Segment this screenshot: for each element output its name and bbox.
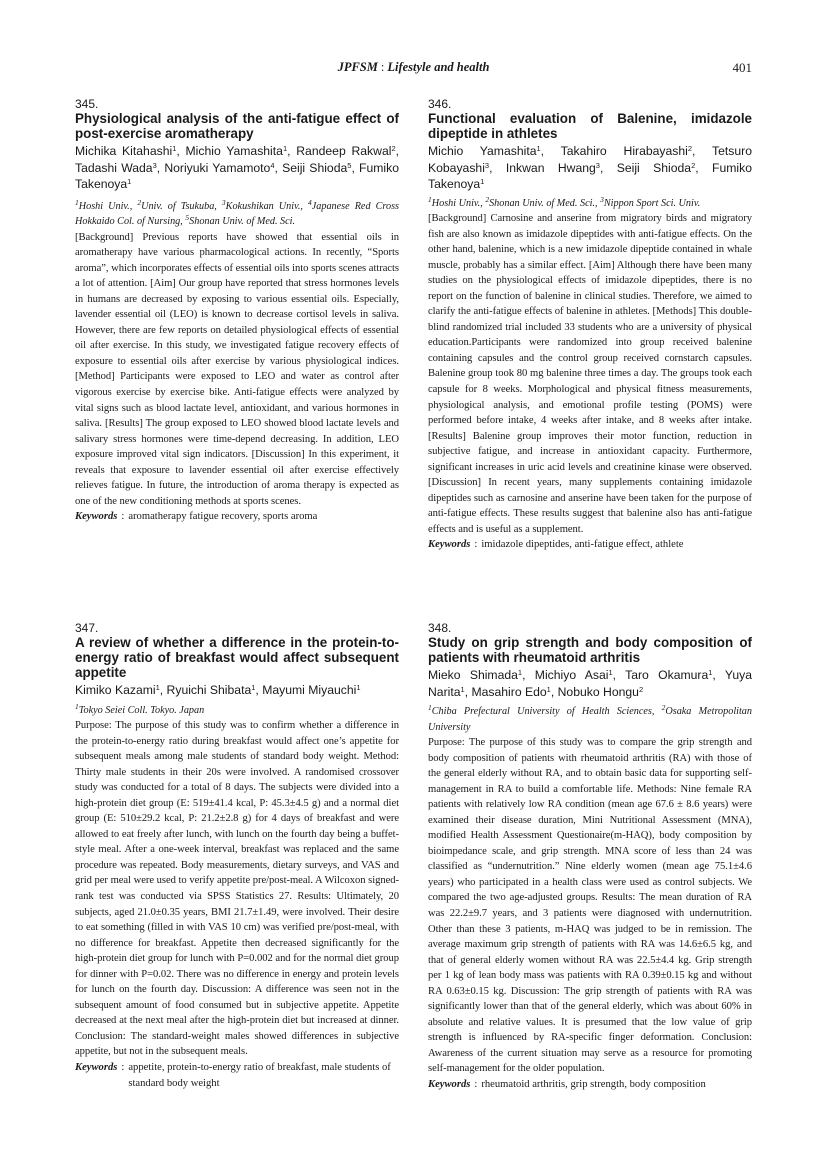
author-name: Michika Kitahashi <box>75 144 173 158</box>
keywords-label: Keywords <box>428 539 471 551</box>
affiliation-marker: 1 <box>428 703 432 712</box>
author-affiliation-marker: 1 <box>356 683 361 692</box>
author-affiliation-marker: 3 <box>484 160 490 170</box>
affiliations <box>428 196 752 212</box>
author-affiliation-marker: 1 <box>127 177 132 186</box>
abstract-347 <box>75 621 399 1091</box>
abstract-title: Physiological analysis of the anti-fatigue effect of post-exercise aromatherapy <box>75 111 399 141</box>
keywords-colon: : <box>121 1062 125 1074</box>
author-name: Nobuko Hongu <box>557 684 639 699</box>
abstract-body: [Background] Previous reports have showed that essential oils in aromatherapy have various pharmacological actions. In recently, “Sports aroma”, which incorporates effects of essential oils into sports scenes attracts a lot of attention. [Aim] Our group have reported that stress hormones levels in humans are decreased by exposing to various essential oils. Especially, lavender essential oil (LEO) is known to decrease cortisol levels in saliva. However, there are few reports on detailed physiological effects of essential oil after exercise. In this study, we investigated fatigue recovery effects of exposure to essential oils after exercise by various physiological indices. [Method] Participants were exposed to LEO and water as control after vigorous exercise by exercise bike. Anti-fatigue effects were analyzed by vital signs such as blood lactate level, antioxidant, and various hormones in saliva. [Results] The group exposed to LEO showed blood lactate levels and salivary stress hormones were time-depend decreasing. In addition, LEO exposure improved vital sign indicators. [Discussion] In this experiment, it reveals that exposure to lavender essential oil after exercise effectively relieves fatigue. In future, the introduction of aroma therapy is expected as one of the new conditioning methods at sports scenes. <box>75 231 399 507</box>
page-header <box>0 60 827 80</box>
affiliation-name: Univ. of Tsukuba, <box>141 200 222 212</box>
running-head <box>0 60 827 75</box>
author-name: Yuya Narita <box>428 668 753 699</box>
author-name: Kimiko Kazami <box>75 683 156 697</box>
affiliations <box>75 703 399 719</box>
affiliation-marker: 1 <box>75 701 79 711</box>
affiliation-marker: 2 <box>485 194 490 204</box>
keywords-text: imidazole dipeptides, anti-fatigue effect, athlete <box>481 539 684 551</box>
affiliation-name: Japanese Red Cross Hokkaido Col. of Nursing, <box>75 200 399 227</box>
author-affiliation-marker: 1 <box>282 144 288 153</box>
section-name: Lifestyle and health <box>387 60 490 74</box>
abstract-body: Purpose: The purpose of this study was to confirm whether a difference in the protein-to-energy ratio during breakfast would affect one’s appetite for subsequent meals among male students of standard body weight. Method: Thirty male students in their 20s were involved. A randomised crossover study was conducted for a total of 8 days. The subjects were divided into a high-protein diet group (E: 519±41.4 kcal, P: 45.3±4.5 g) and a normal diet group (E: 510±29.2 kcal, P: 21.2±2.8 g) for 4 days of breakfast and were allowed to eat freely after lunch, with lunch on the fourth day being a buffet-style meal. After a one-week interval, breakfast was replaced and the same procedure was repeated. Body measurements, dietary surveys, and VAS and grid per meal were used to verify appetite pre/post-meal. A Wilcoxon signed-rank test was conducted via SPSS Statistics 27. Results: Ultimately, 20 subjects, aged 21.0±0.35 years, BMI 21.7±1.49, were involved. Their desire to eat something (filled in with VAS 10 cm) was verified pre/post-meal, with no difference for breakfast. Appetite then decreased significantly for the high-protein diet group for lunch with P=0.002 and for the normal diet group for dinner with P=0.02. There was no difference in energy and protein levels for lunch on the fourth day. Discussion: A difference was seen not in the subsequent amount of food consumed but in subjective appetite. Appetite decreased at the next meal after the high-protein diet but increased at dinner. Conclusion: The standard-weight males showed differences in subjective appetite, but not in the subsequent meals. <box>75 720 399 1058</box>
author-list: Mieko Shimada$^1$, Michiyo Asai$^1$, Taro Okamura$^1$, Yuya Narita$^1$, Masahiro Edo$^1$, Nobuko Hongu$^2$ <box>428 668 753 699</box>
author-name: Mayumi Miyauchi <box>262 683 357 697</box>
keywords-text: appetite, protein-to-energy ratio of breakfast, male students of standard body weight <box>128 1062 391 1089</box>
author-affiliation-marker: 5 <box>347 160 352 170</box>
author-affiliation-marker: 4 <box>270 160 275 170</box>
author-affiliation-marker: 1 <box>517 668 523 677</box>
affiliation-name: Chiba Prefectural University of Health Sciences, <box>431 706 662 717</box>
author-affiliation-marker: 1 <box>608 668 613 677</box>
author-name: Seiji Shioda <box>282 160 348 175</box>
keywords-colon: : <box>121 511 125 523</box>
keywords-label: Keywords <box>75 511 118 523</box>
keywords-text: rheumatoid arthritis, grip strength, body composition <box>481 1079 706 1091</box>
affiliation-name: Shonan Univ. of Med. Sci., <box>489 197 601 209</box>
abstract-number: 347. <box>75 621 99 635</box>
author-affiliation-marker: 2 <box>691 160 696 170</box>
keywords-text: aromatherapy fatigue recovery, sports aroma <box>128 511 318 523</box>
affiliation-name: Osaka Metropolitan University <box>428 706 752 733</box>
author-name: Mieko Shimada <box>428 668 518 682</box>
author-affiliation-marker: 1 <box>155 683 160 692</box>
author-affiliation-marker: 1 <box>251 683 256 692</box>
author-name: Fumiko Takenoya <box>428 160 752 191</box>
abstract-348 <box>428 621 752 1093</box>
abstract-346 <box>428 97 752 553</box>
author-affiliation-marker: 1 <box>172 144 177 153</box>
author-affiliation-marker: 1 <box>708 668 713 677</box>
author-affiliation-marker: 2 <box>687 144 693 153</box>
author-name: Seiji Shioda <box>616 160 692 175</box>
author-name: Tetsuro Kobayashi <box>428 144 752 175</box>
keywords-line <box>428 1077 752 1093</box>
author-affiliation-marker: 2 <box>391 144 396 153</box>
abstract-title: A review of whether a difference in the protein-to-energy ratio of breakfast would affect subsequent appetite <box>75 635 399 680</box>
affiliation-name: Tokyo Seiei Coll. Tokyo. Japan <box>78 704 205 716</box>
affiliation-name: Kokushikan Univ., <box>225 200 308 212</box>
author-name: Masahiro Edo <box>471 684 547 699</box>
author-affiliation-marker: 1 <box>460 684 465 694</box>
author-name: Randeep Rakwal <box>296 144 392 158</box>
abstract-title: Study on grip strength and body composition of patients with rheumatoid arthritis <box>428 635 752 665</box>
affiliation-name: Hoshi Univ., <box>431 197 486 209</box>
keywords-label: Keywords <box>75 1062 118 1074</box>
author-name: Michiyo Asai <box>534 668 609 682</box>
abstract-body: [Background] Carnosine and anserine from migratory birds and migratory fish are also known as imidazole dipeptides with anti-fatigue effects. On the other hand, balenine, which is a new imidazole dipeptide contained in whale muscle, probably has a similar effect. [Aim] Although there have been many studies on the physiological effects of imidazole dipeptides, there is no report on the function of balenine in clinical studies. Therefore, we aimed to clarify the anti-fatigue effects of balenine in athletes. [Methods] This double-blind randomized trial included 33 students who are a university of physical education.Participants were randomized into group received balenine containing capsules and the control group received cornstarch capsules. Balenine group took 80 mg balenine three times a day. The groups took each capsule for 8 weeks. Morphological and physical fitness measurements, physiological analysis, and emotional profile testing (POMS) were performed before intake, 4 weeks after intake, and 8 weeks after intake. [Results] Balenine group improves their motor function, reduction in subjective fatigue, and increase in antioxidant capacity. Furthermore, significant increases in uric acid levels and creatinine kinase were observed. [Discussion] In recent years, many supplements containing imidazole dipeptides such as carnosine and anserine have been taken for the purpose of anti-fatigue effects. These results suggest that balenine also has anti-fatigue effects and is useful as a supplement. <box>428 213 752 535</box>
author-affiliation-marker: 2 <box>638 684 644 694</box>
affiliation-marker: 1 <box>428 194 432 204</box>
page-number: 401 <box>732 60 752 75</box>
abstract-title: Functional evaluation of Balenine, imidazole dipeptide in athletes <box>428 111 752 141</box>
affiliation-marker: 3 <box>221 197 226 207</box>
author-name: Inkwan Hwang <box>505 160 596 175</box>
author-name: Taro Okamura <box>625 668 709 682</box>
author-name: Ryuichi Shibata <box>166 683 252 697</box>
abstract-number: 346. <box>428 97 452 111</box>
affiliation-marker: 3 <box>600 194 604 204</box>
affiliation-marker: 2 <box>661 703 666 712</box>
keywords-line <box>75 1060 399 1091</box>
affiliation-marker: 5 <box>185 213 190 222</box>
affiliation-marker: 1 <box>75 197 79 207</box>
author-list: Kimiko Kazami$^1$, Ryuichi Shibata$^1$, Mayumi Miyauchi$^1$ <box>75 683 361 697</box>
affiliation-name: Shonan Univ. of Med. Sci. <box>189 216 296 227</box>
keywords-line <box>75 509 399 525</box>
author-affiliation-marker: 1 <box>536 144 541 153</box>
running-head-separator: : <box>380 60 385 74</box>
affiliation-marker: 2 <box>137 197 142 207</box>
author-list: Michio Yamashita$^1$, Takahiro Hirabayashi$^2$, Tetsuro Kobayashi$^3$, Inkwan Hwang$^3$, Seiji Shioda$^2$, Fumiko Takenoya$^1$ <box>428 144 752 191</box>
author-affiliation-marker: 3 <box>595 160 600 170</box>
keywords-line <box>428 537 752 553</box>
author-affiliation-marker: 1 <box>480 177 485 186</box>
keywords-colon: : <box>474 1079 478 1091</box>
author-name: Fumiko Takenoya <box>75 160 399 191</box>
abstract-body: Purpose: The purpose of this study was to compare the grip strength and body composition of patients with rheumatoid arthritis (RA) with those of the general elderly without RA, and to obtain basic data for supporting self-management in RA to build a comfortable life. Methods: Nine female RA patients with relatively low RA condition (mean age 67.6 ± 8.6 years) were examined their disease duration, Mini Nutritional Assessment (MNA), modified Health Assessment Questionaire(m-HAQ), body composition by bioimpedance scale, and grip strength. MNA score of less than 24 was classified as “undernutrition.” Nine elderly women (mean age 75.1±4.6 years) who participated in a health class were used as control subjects. We compared the two age-adjusted groups. Results: The mean duration of RA was 22.2±9.7 years, and 3 patients were diagnosed with undernutrition. Other than these 3 patients, m-HAQ was judged to be in remission. The average maximum grip strength of patients with RA was 14.6±6.5 kg, and that of general elderly women without RA was 22.5±4.4 kg. Grip strength per 1 kg of lean body mass was patients with RA 0.39±0.15 kg and without RA 0.63±0.15 kg. Discussion: The grip strength of patients with RA was significantly lower than that of the general elderly, which was about 60% in absolute and relative values. It is presumed that the low value of grip strength is influenced by RA-specific finger deformation. Conclusion: Awareness of the current situation may serve as a resource for promoting self-management for the older population. <box>428 737 752 1075</box>
abstract-number: 348. <box>428 621 452 635</box>
keywords-label: Keywords <box>428 1079 471 1091</box>
abstract-number: 345. <box>75 97 99 111</box>
keywords-colon: : <box>474 539 478 551</box>
affiliations <box>428 704 752 735</box>
author-name: Michio Yamashita <box>185 144 283 158</box>
affiliations <box>75 199 399 230</box>
affiliation-name: Nippon Sport Sci. Univ. <box>603 197 701 209</box>
author-name: Tadashi Wada <box>75 160 153 175</box>
author-affiliation-marker: 1 <box>546 684 551 694</box>
journal-name: JPFSM <box>337 60 378 74</box>
author-list: Michika Kitahashi$^1$, Michio Yamashita$^1$, Randeep Rakwal$^2$, Tadashi Wada$^3$, Noriyuki Yamamoto$^4$, Seiji Shioda$^5$, Fumiko Takenoya$^1$ <box>75 144 399 191</box>
affiliation-marker: 4 <box>308 197 312 207</box>
author-name: Michio Yamashita <box>428 144 537 158</box>
abstract-345 <box>75 97 399 525</box>
author-name: Noriyuki Yamamoto <box>164 160 271 175</box>
affiliation-name: Hoshi Univ., <box>78 200 138 212</box>
author-affiliation-marker: 3 <box>152 160 157 170</box>
author-name: Takahiro Hirabayashi <box>560 144 688 158</box>
